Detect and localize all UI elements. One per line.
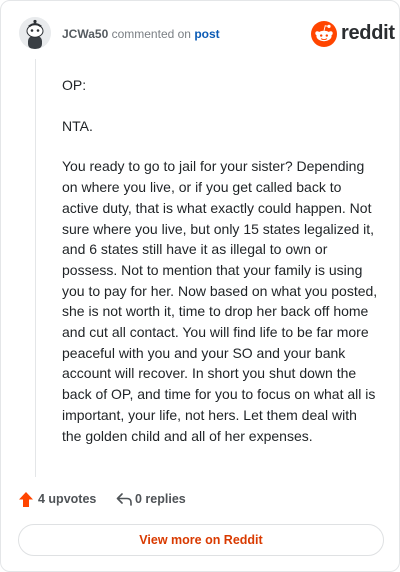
thread-line — [35, 59, 36, 477]
comment-paragraph: You ready to go to jail for your sister? Depending on where you live, or if you get called back to active duty, that is what exactly could happen. Not sure where you live, but only 15 states legalized it, and 6 states still have it as illegal to own or possess. Not to mention that your family is using you to pay for her. Now based on what you posted, she is not worth it, time to drop her back off home and cut all contact. You will find life to be far more peaceful with you and your SO and your bank account will recover. In short you shut down the back of OP, and time for you to focus on what all is important, your life, not hers. Let them deal with the golden child and all of her expenses. — [62, 158, 378, 444]
upvote-arrow-icon[interactable] — [18, 491, 34, 508]
user-avatar[interactable] — [19, 17, 51, 49]
snoo-avatar-icon — [19, 17, 51, 49]
reply-arrow-icon[interactable] — [115, 491, 133, 507]
comment-meta — [62, 26, 220, 42]
username[interactable]: JCWa50 — [62, 27, 109, 41]
comment-body — [62, 75, 380, 446]
view-more-button[interactable]: View more on Reddit — [18, 524, 384, 556]
comment-paragraph: NTA. — [62, 117, 93, 134]
comment-action-text: commented on — [111, 27, 191, 41]
post-link[interactable]: post — [194, 27, 220, 41]
upvote-count: 4 upvotes — [38, 492, 97, 506]
reddit-logo[interactable] — [311, 21, 395, 47]
reddit-wordmark: reddit — [341, 22, 395, 44]
comment-header — [19, 17, 395, 51]
comment-footer — [18, 489, 384, 511]
comment-paragraph: OP: — [62, 77, 87, 93]
reply-count: 0 replies — [135, 492, 186, 506]
reddit-snoo-icon — [311, 21, 337, 47]
